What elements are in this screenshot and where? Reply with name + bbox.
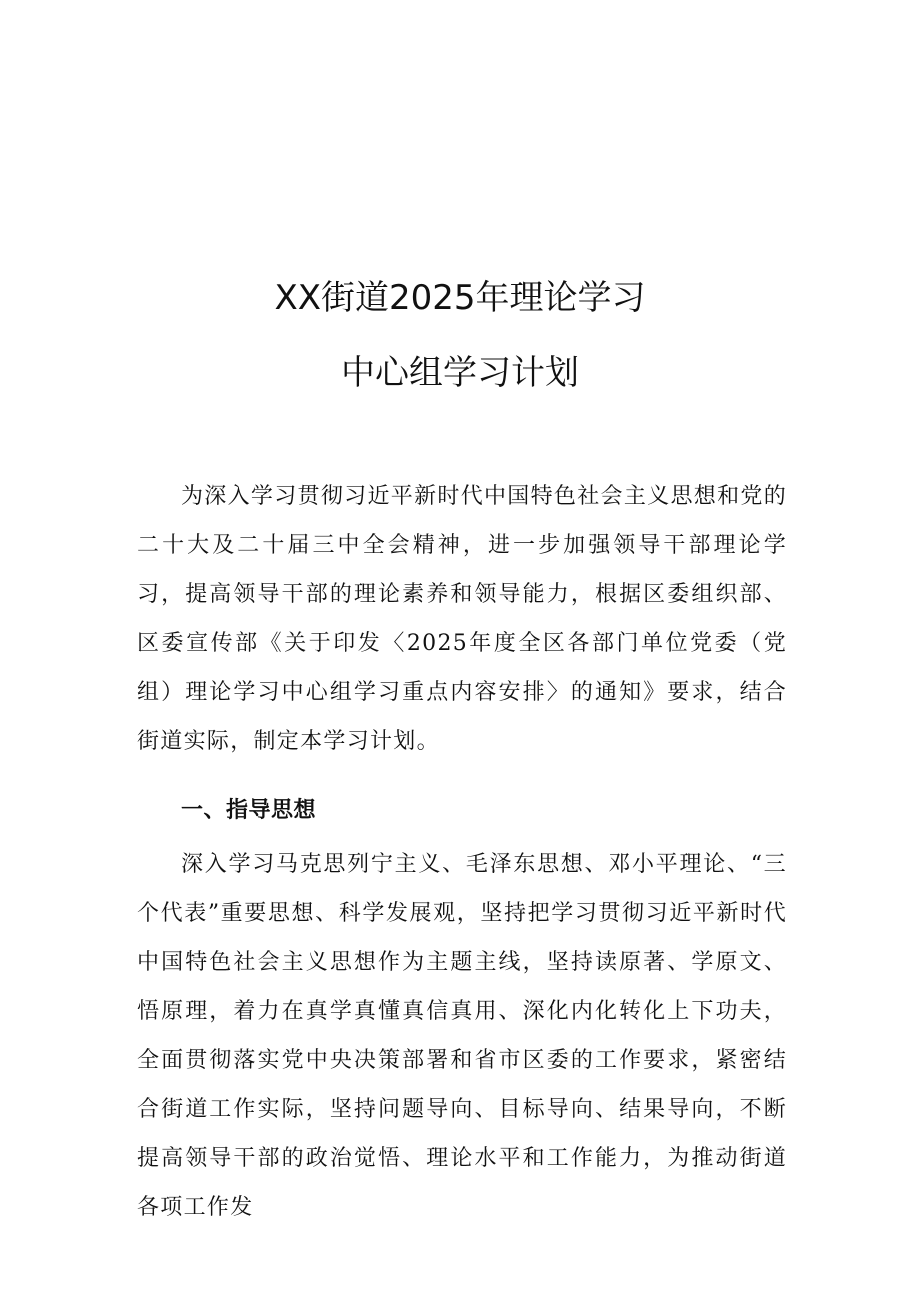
document-title-line-1: XX街道2025年理论学习 bbox=[274, 278, 646, 318]
document-title-line-2: 中心组学习计划 bbox=[341, 353, 579, 393]
section-body-guiding-ideology: 深入学习马克思列宁主义、毛泽东思想、邓小平理论、“三个代表”重要思想、科学发展观，坚持把学习贯彻习近平新时代中国特色社会主义思想作为主题主线，坚持读原著、学原文、悟原理，着力在真学真懂真信真用、深化内化转化上下功夫，全面贯彻落实党中央决策部署和省市区委的工作要求，紧密结合街道工作实际，坚持问题导向、目标导向、结果导向，不断提高领导干部的政治觉悟、理论水平和工作能力，为推动街道各项工作发 bbox=[137, 852, 787, 1220]
section-heading-guiding-ideology: 一、指导思想 bbox=[181, 798, 317, 823]
intro-paragraph: 为深入学习贯彻习近平新时代中国特色社会主义思想和党的二十大及二十届三中全会精神，进一步加强领导干部理论学习，提高领导干部的理论素养和领导能力，根据区委组织部、区委宣传部《关于印发〈2025年度全区各部门单位党委（党组）理论学习中心组学习重点内容安排〉的通知》要求，结合街道实际，制定本学习计划。 bbox=[137, 484, 787, 754]
